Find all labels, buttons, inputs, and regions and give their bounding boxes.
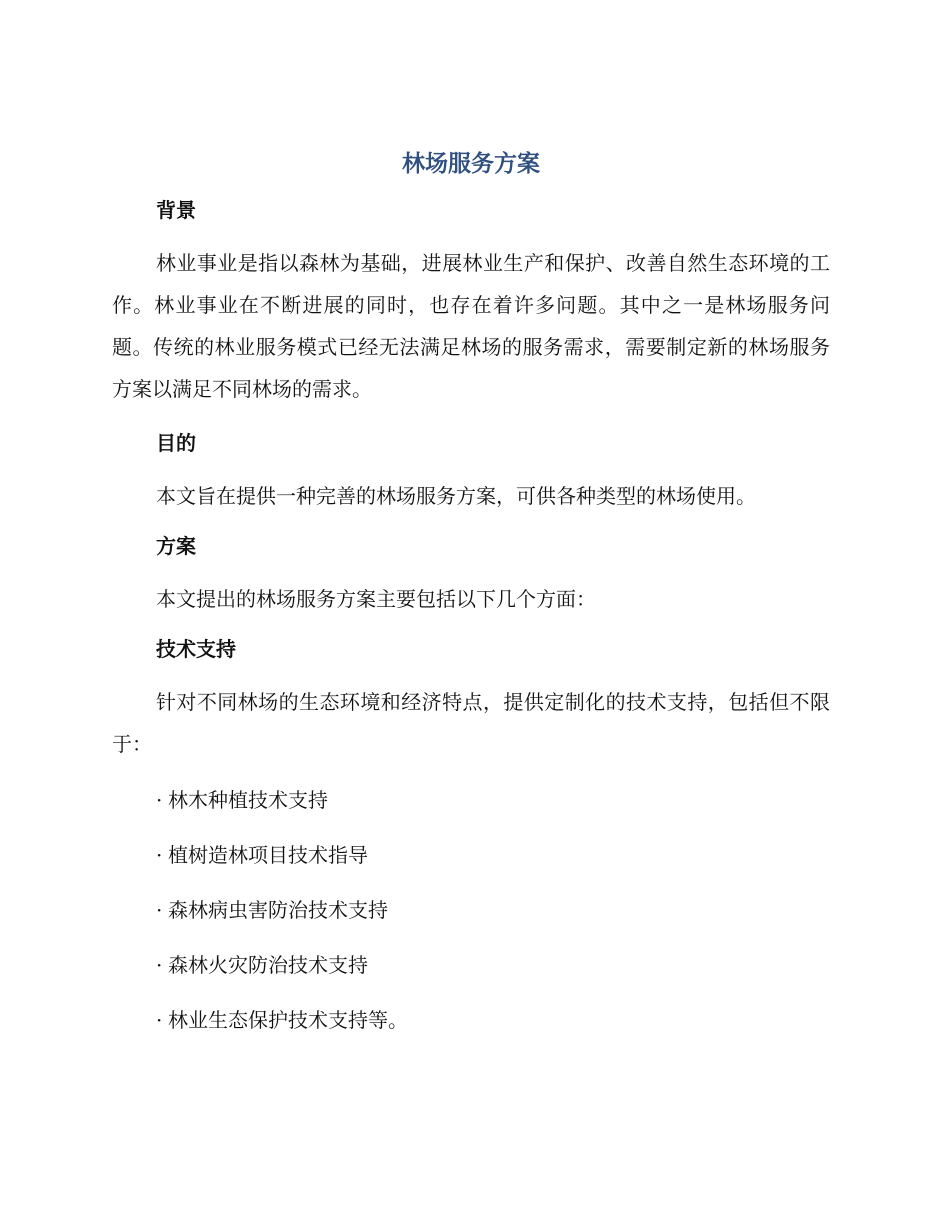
list-item	[112, 784, 830, 816]
document-page	[112, 140, 830, 1036]
bullet-dot: ·	[156, 1008, 163, 1032]
list-item-text: 森林病虫害防治技术支持	[168, 898, 388, 922]
list-item	[112, 1004, 830, 1036]
bullet-dot: ·	[156, 953, 163, 977]
bullet-dot: ·	[156, 898, 163, 922]
document-title: 林场服务方案	[402, 151, 540, 177]
heading-background: 背景	[156, 198, 196, 222]
list-item-text: 林业生态保护技术支持等。	[168, 1008, 408, 1032]
list-item-text: 林木种植技术支持	[168, 788, 328, 812]
list-item-text: 森林火灾防治技术支持	[168, 953, 368, 977]
paragraph-plan: 本文提出的林场服务方案主要包括以下几个方面：	[156, 587, 596, 611]
list-item-text: 植树造林项目技术指导	[168, 843, 368, 867]
heading-purpose: 目的	[156, 431, 196, 455]
list-item	[112, 839, 830, 871]
paragraph-background: 林业事业是指以森林为基础，进展林业生产和保护、改善自然生态环境的工作。林业事业在不断进展的同时，也存在着许多问题。其中之一是林场服务问题。传统的林业服务模式已经无法满足林场的服务需求，需要制定新的林场服务方案以满足不同林场的需求。	[112, 251, 830, 401]
bullet-dot: ·	[156, 843, 163, 867]
heading-tech-support: 技术支持	[156, 637, 236, 661]
paragraph-tech-support: 针对不同林场的生态环境和经济特点，提供定制化的技术支持，包括但不限于：	[112, 690, 830, 756]
list-item	[112, 949, 830, 981]
bullet-dot: ·	[156, 788, 163, 812]
heading-plan: 方案	[156, 534, 196, 558]
list-item	[112, 894, 830, 926]
paragraph-purpose: 本文旨在提供一种完善的林场服务方案，可供各种类型的林场使用。	[156, 484, 756, 508]
